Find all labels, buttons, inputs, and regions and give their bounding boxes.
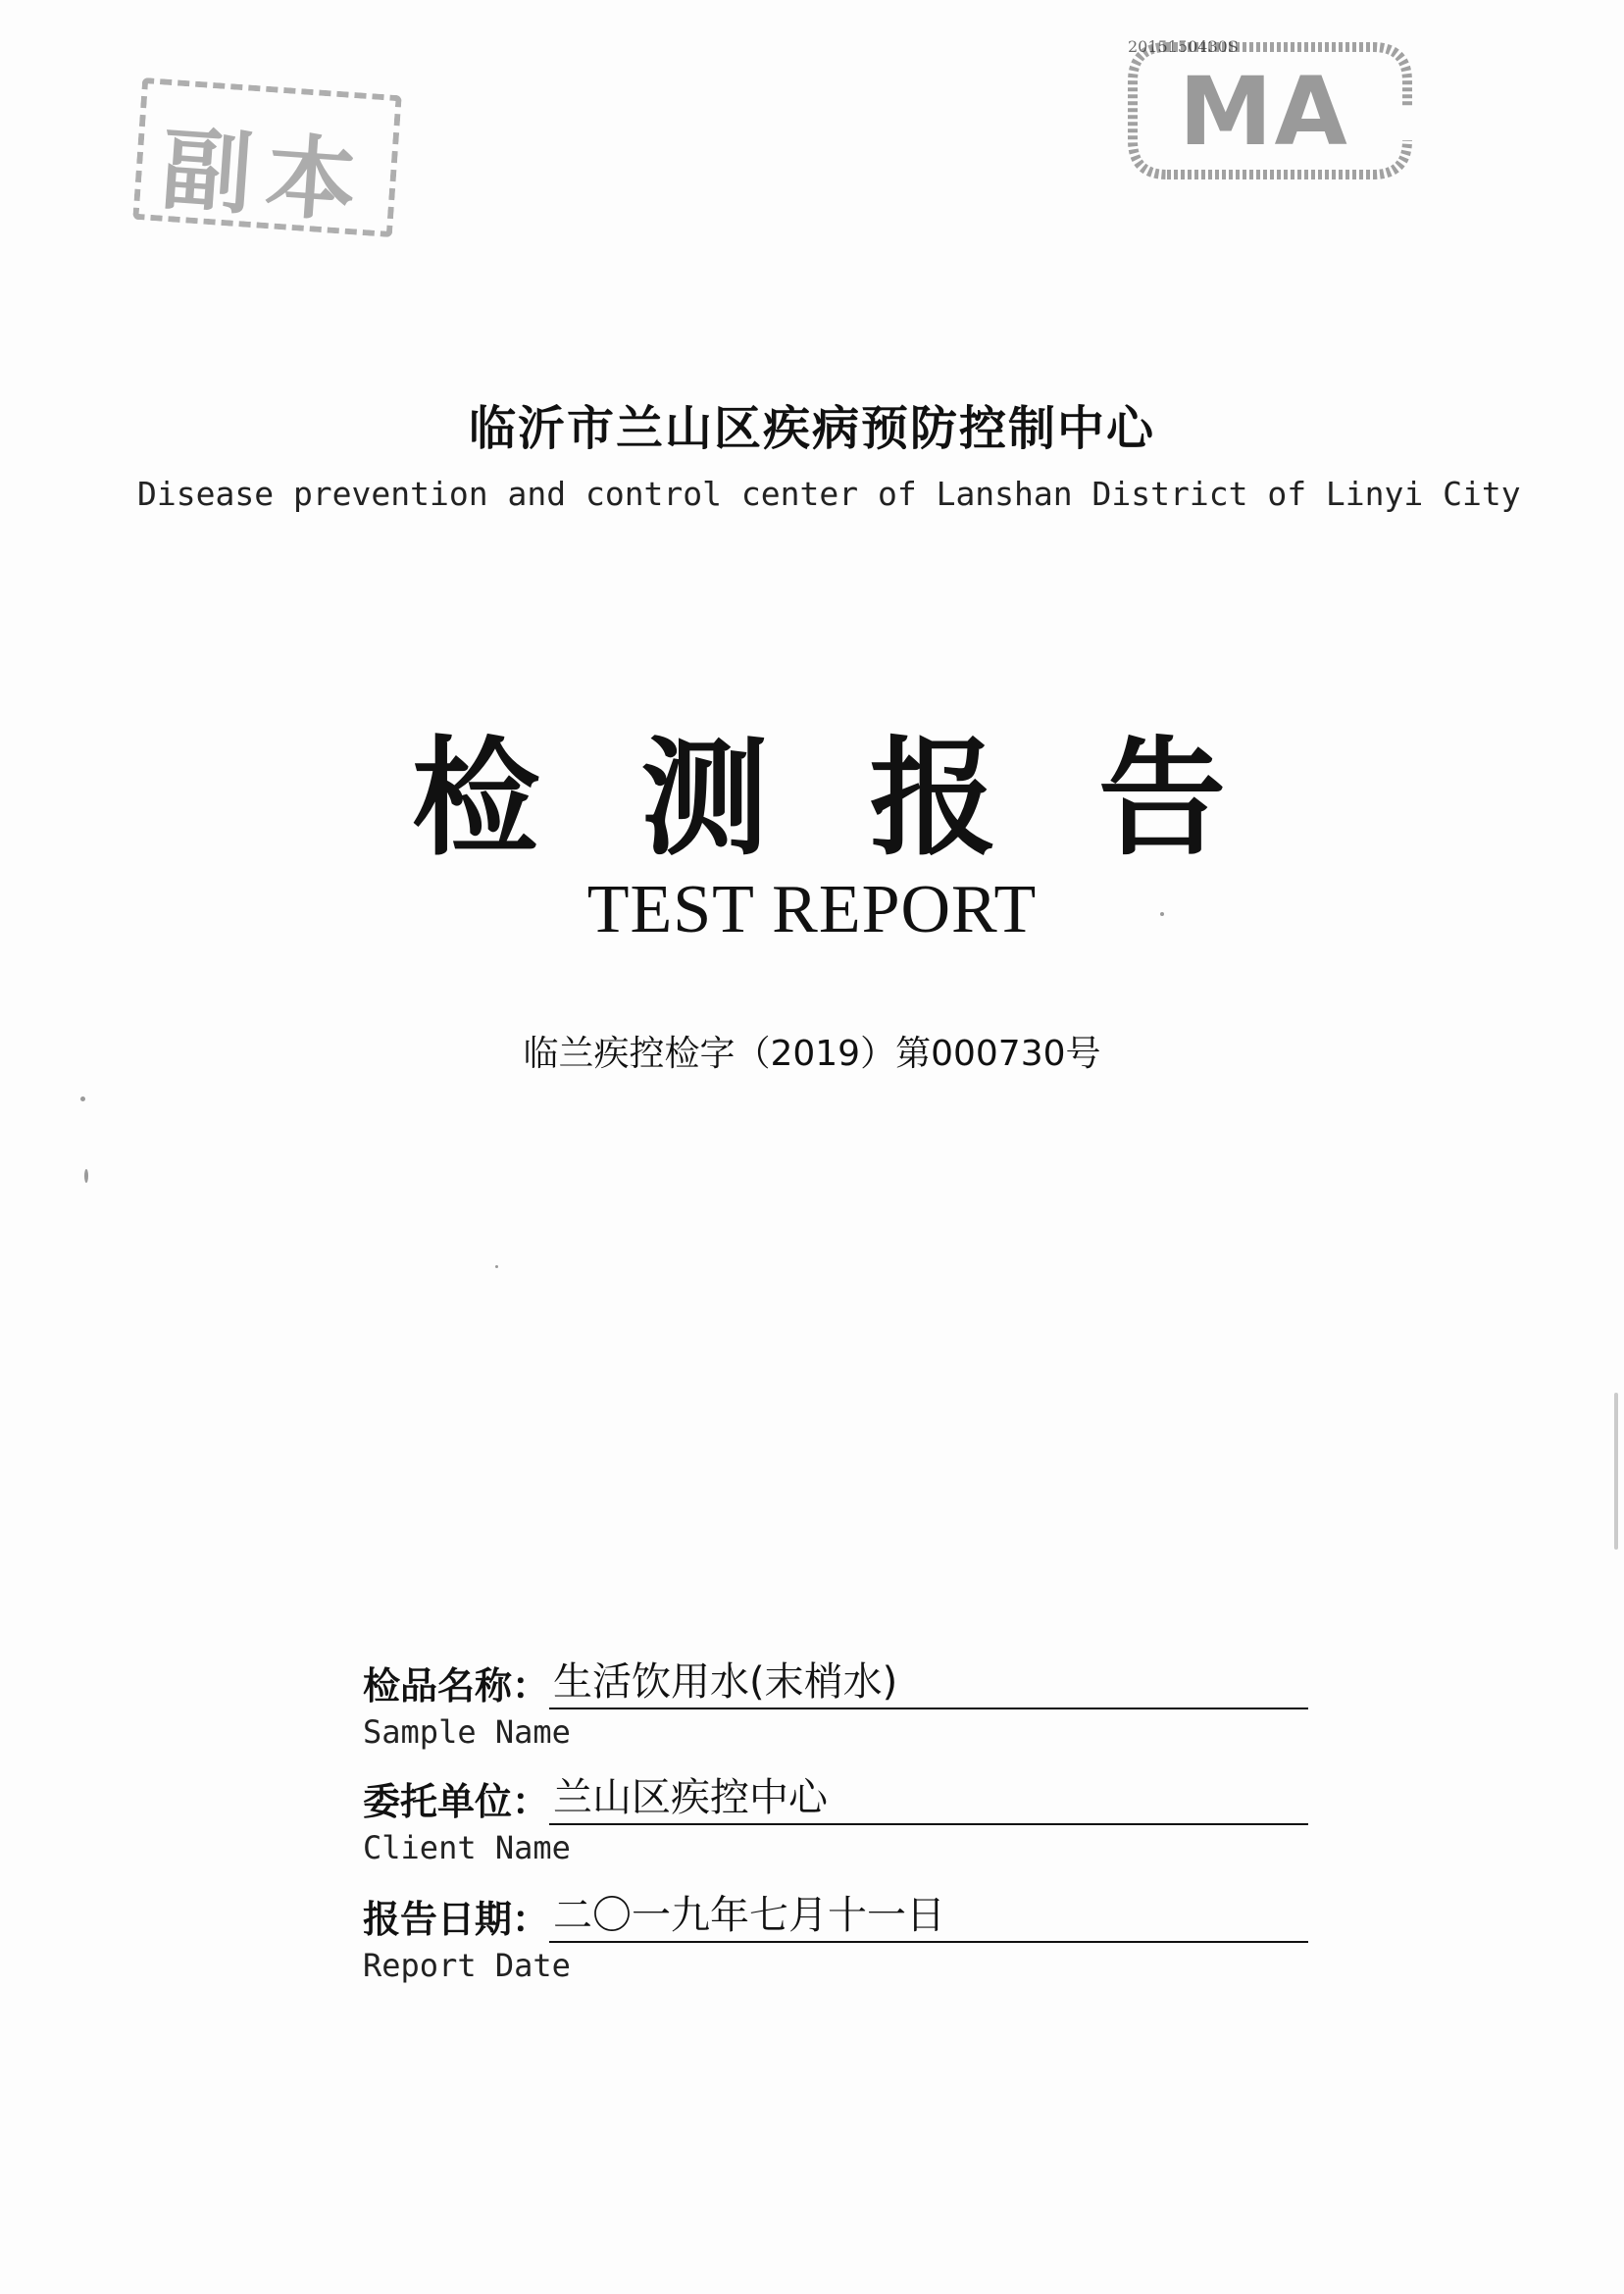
title-char: 检 xyxy=(412,723,540,873)
report-date-field xyxy=(363,1889,1324,1984)
sample-name-label-en: Sample Name xyxy=(363,1713,571,1751)
copy-stamp-text: 副本 xyxy=(158,116,374,236)
cma-stamp-text: MA xyxy=(1179,57,1349,167)
organization-name-en: Disease prevention and control center of Lanshan District of Linyi City xyxy=(137,475,1521,513)
report-title-cn xyxy=(412,696,1226,880)
title-char: 测 xyxy=(640,723,769,873)
scan-speck xyxy=(1160,912,1164,916)
report-date-value: 二〇一九年七月十一日 xyxy=(549,1890,1308,1943)
sample-name-field xyxy=(363,1656,1324,1751)
title-char: 告 xyxy=(1097,723,1226,873)
report-date-label-cn: 报告日期： xyxy=(363,1898,550,1941)
client-name-field xyxy=(363,1771,1324,1866)
title-char: 报 xyxy=(869,723,997,873)
scan-speck xyxy=(495,1265,498,1268)
report-number: 临兰疾控检字（2019）第000730号 xyxy=(523,1034,1101,1074)
client-name-label-cn: 委托单位： xyxy=(363,1780,550,1823)
sample-name-label-cn: 检品名称： xyxy=(363,1664,550,1708)
report-title-en: TEST REPORT xyxy=(586,872,1038,947)
copy-stamp xyxy=(132,77,401,237)
sample-name-value: 生活饮用水(末梢水) xyxy=(549,1657,1308,1709)
organization-name-cn: 临沂市兰山区疾病预防控制中心 xyxy=(468,401,1155,456)
scan-speck xyxy=(80,1096,85,1101)
cma-stamp-number: 2015150430S xyxy=(1128,37,1239,56)
report-date-label-en: Report Date xyxy=(363,1947,571,1984)
scan-speck xyxy=(1614,1393,1618,1550)
client-name-value: 兰山区疾控中心 xyxy=(549,1772,1308,1825)
scan-speck xyxy=(84,1169,88,1183)
client-name-label-en: Client Name xyxy=(363,1829,571,1866)
